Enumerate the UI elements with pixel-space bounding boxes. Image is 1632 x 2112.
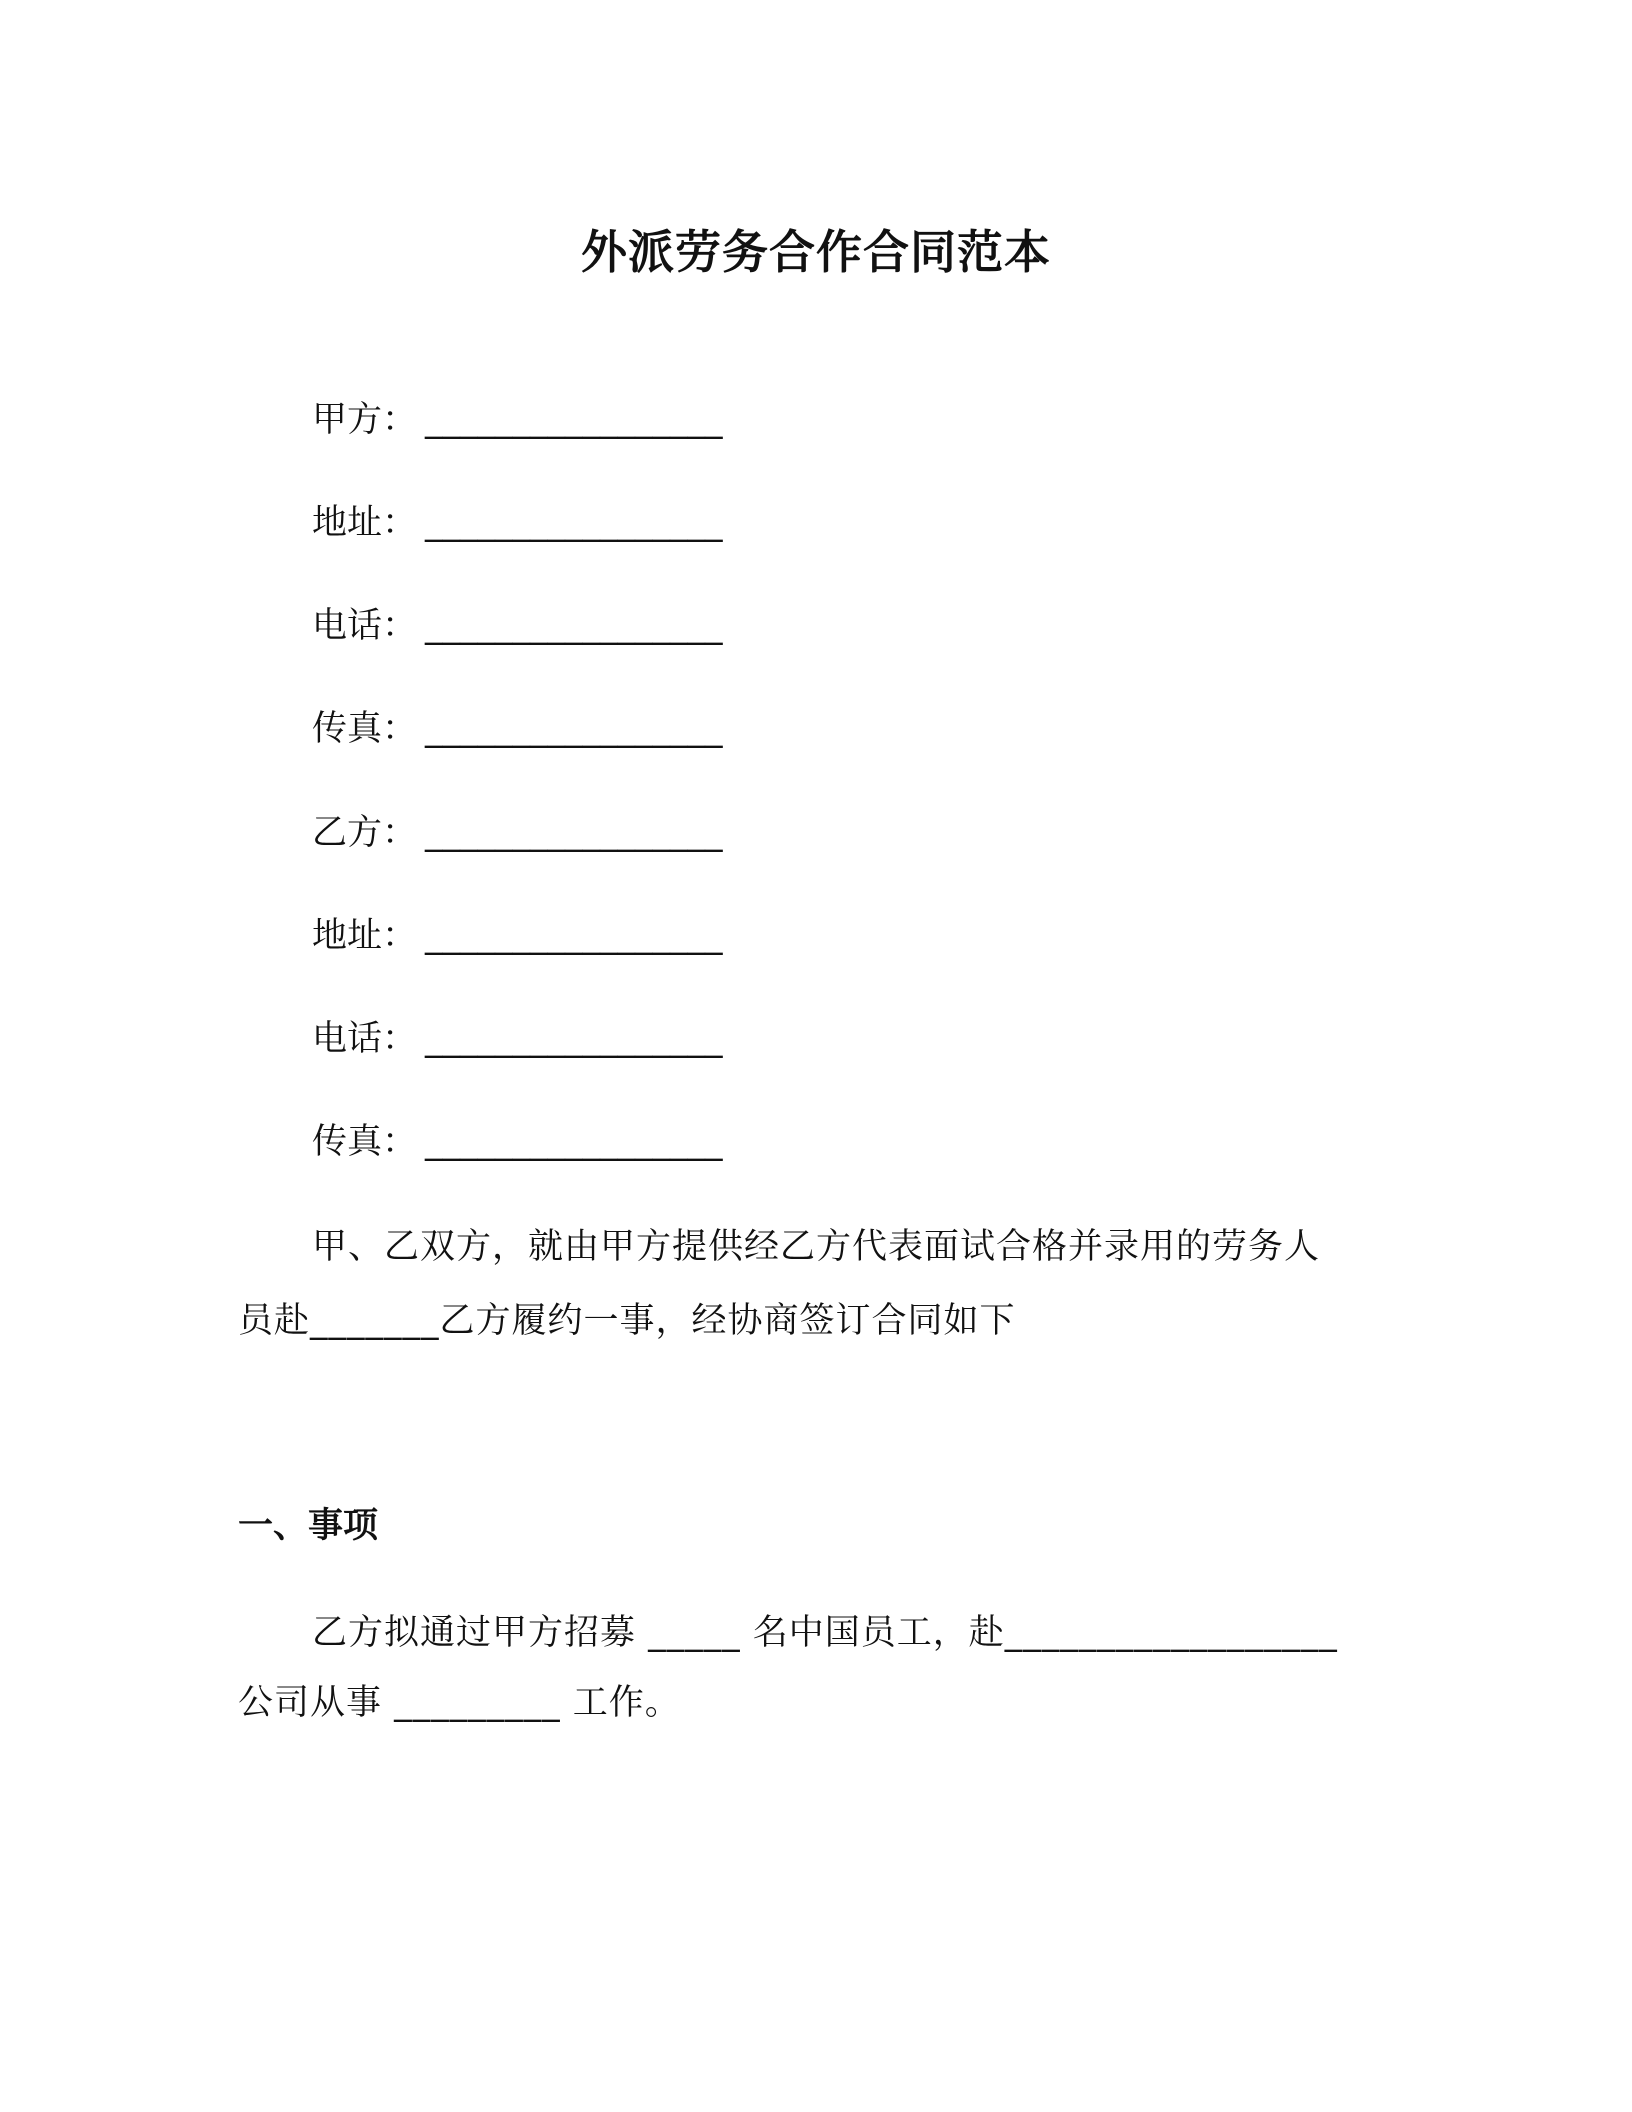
field-colon: ： <box>382 606 418 646</box>
field-label: 电话 <box>312 1019 383 1059</box>
intro-paragraph-line-2: 员赴_______乙方履约一事，经协商签订合同如下 <box>238 1301 1016 1341</box>
field-colon: ： <box>382 503 418 543</box>
field-blank-line: _________________ <box>425 709 723 749</box>
field-label: 电话 <box>312 606 383 646</box>
field-colon: ： <box>382 916 418 956</box>
party-a-fax-field <box>312 706 723 752</box>
party-b-name-field <box>312 810 723 856</box>
field-label: 乙方 <box>312 813 383 853</box>
field-label: 传真 <box>312 1122 383 1162</box>
party-a-name-field <box>312 397 723 443</box>
field-colon: ： <box>382 1122 418 1162</box>
field-label: 地址 <box>312 503 383 543</box>
field-blank-line: _________________ <box>425 1019 723 1059</box>
field-blank-line: _________________ <box>425 813 723 853</box>
field-label: 传真 <box>312 709 383 749</box>
party-b-phone-field <box>312 1016 723 1062</box>
section1-paragraph-line-1: 乙方拟通过甲方招募 _____ 名中国员工，赴__________________ <box>312 1613 1338 1653</box>
field-label: 地址 <box>312 916 383 956</box>
party-b-address-field <box>312 913 723 959</box>
field-colon: ： <box>382 1019 418 1059</box>
section-heading-matters: 一、事项 <box>238 1506 379 1546</box>
field-label: 甲方 <box>312 400 383 440</box>
field-blank-line: _________________ <box>425 503 723 543</box>
field-colon: ： <box>382 813 418 853</box>
field-blank-line: _________________ <box>425 606 723 646</box>
section1-paragraph-line-2: 公司从事 _________ 工作。 <box>238 1683 681 1723</box>
field-blank-line: _________________ <box>425 916 723 956</box>
party-b-fax-field <box>312 1119 723 1165</box>
intro-paragraph-line-1: 甲、乙双方，就由甲方提供经乙方代表面试合格并录用的劳务人 <box>312 1227 1321 1267</box>
field-blank-line: _________________ <box>425 1122 723 1162</box>
party-a-phone-field <box>312 603 723 649</box>
field-colon: ： <box>382 400 418 440</box>
field-colon: ： <box>382 709 418 749</box>
field-blank-line: _________________ <box>425 400 723 440</box>
document-title: 外派劳务合作合同范本 <box>581 225 1051 279</box>
party-a-address-field <box>312 500 723 546</box>
